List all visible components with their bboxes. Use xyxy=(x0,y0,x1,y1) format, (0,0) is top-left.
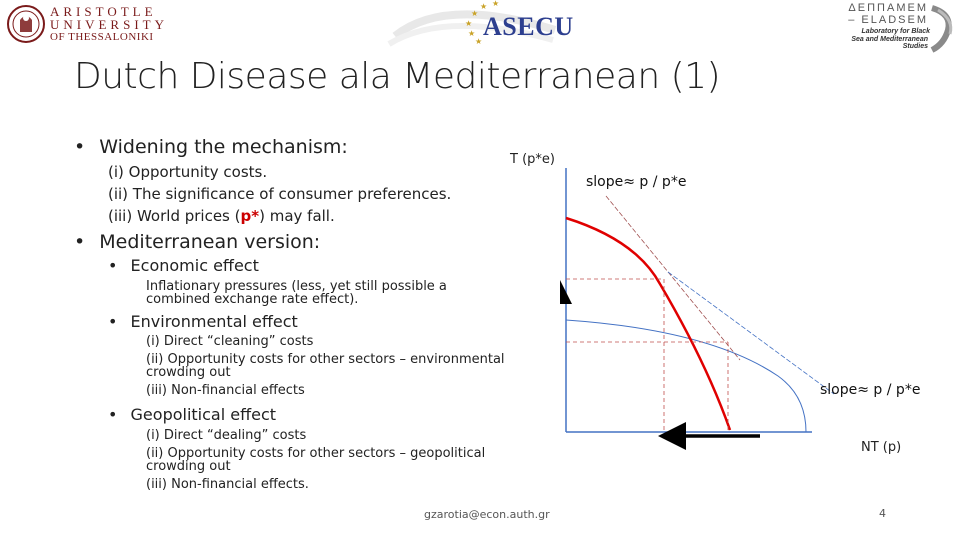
widening-item-world-prices: (iii) World prices (p*) may fall. xyxy=(108,207,335,225)
bullet-dot-icon: • xyxy=(108,256,118,275)
svg-text:★: ★ xyxy=(468,29,476,38)
bullet-geopolitical xyxy=(108,405,276,424)
environmental-item: (ii) Opportunity costs for other sectors – environmental xyxy=(146,352,505,367)
economic-sublist xyxy=(146,280,447,306)
bullet-dot-icon: • xyxy=(74,136,86,158)
lab-name-line3: Laboratory for Black Sea and Mediterranean Studies xyxy=(851,28,930,50)
x-axis-label: NT (p) xyxy=(861,440,902,455)
university-logo xyxy=(6,2,168,46)
svg-text:★: ★ xyxy=(480,2,488,11)
bullet-environmental-label: Environmental effect xyxy=(130,312,298,331)
bullet-mediterranean-label: Mediterranean version: xyxy=(99,231,321,253)
bullet-economic-label: Economic effect xyxy=(130,256,259,275)
asecu-wordmark: ASECU xyxy=(483,12,574,41)
world-price-symbol: p* xyxy=(240,207,260,225)
tangent-line-new xyxy=(606,196,740,360)
widening-item: (ii) The significance of consumer preferences. xyxy=(108,185,452,203)
lab-emblem-icon xyxy=(928,4,956,54)
lab-name-line2: – ELADSEM xyxy=(848,14,928,26)
bullet-widening xyxy=(74,136,348,158)
environmental-item: (iii) Non-financial effects xyxy=(146,383,305,398)
bullet-geopolitical-label: Geopolitical effect xyxy=(130,405,277,424)
environmental-item: crowding out xyxy=(146,365,231,380)
ppf-diagram xyxy=(560,140,960,480)
bullet-mediterranean xyxy=(74,231,320,253)
bullet-economic xyxy=(108,256,259,275)
economic-item: Inflationary pressures (less, yet still possible a xyxy=(146,279,447,294)
page-title: Dutch Disease ala Mediterranean (1) xyxy=(74,56,721,97)
tangent-line-original xyxy=(668,272,834,394)
bullet-dot-icon: • xyxy=(74,231,86,253)
university-seal-icon xyxy=(6,2,46,46)
widening-item: (i) Opportunity costs. xyxy=(108,163,268,181)
university-name-line2: UNIVERSITY xyxy=(50,17,168,32)
svg-text:★: ★ xyxy=(475,37,483,46)
geopolitical-item: (ii) Opportunity costs for other sectors – geopolitical xyxy=(146,446,486,461)
original-ppf-curve xyxy=(566,320,806,432)
bullet-environmental xyxy=(108,312,298,331)
geopolitical-sublist xyxy=(146,429,485,491)
environmental-sublist xyxy=(146,335,505,397)
svg-text:★: ★ xyxy=(471,9,479,18)
svg-text:★: ★ xyxy=(492,0,500,8)
lab-name-line1: ΔΕΠΠΑΜΕΜ xyxy=(848,2,928,14)
economic-item: combined exchange rate effect). xyxy=(146,292,359,307)
slope-label-right: slope≈ p / p*e xyxy=(820,382,921,398)
slope-label-top: slope≈ p / p*e xyxy=(586,174,687,190)
widening-sublist xyxy=(108,161,451,227)
university-name-line1: ARISTOTLE xyxy=(50,4,157,19)
bullet-widening-label: Widening the mechanism: xyxy=(99,136,348,158)
slide-number: 4 xyxy=(879,507,886,520)
lab-logo xyxy=(830,2,956,58)
geopolitical-item: crowding out xyxy=(146,459,231,474)
bullet-dot-icon: • xyxy=(108,312,118,331)
university-name-line3: OF THESSALONIKI xyxy=(50,31,154,43)
footer-email: gzarotia@econ.auth.gr xyxy=(424,508,550,521)
y-axis-label: T (p*e) xyxy=(510,152,555,167)
bullet-dot-icon: • xyxy=(108,405,118,424)
asecu-logo xyxy=(385,0,574,48)
new-ppf-curve xyxy=(566,218,730,430)
svg-text:★: ★ xyxy=(465,19,473,28)
geopolitical-item: (iii) Non-financial effects. xyxy=(146,477,309,492)
geopolitical-item: (i) Direct “dealing” costs xyxy=(146,428,307,443)
environmental-item: (i) Direct “cleaning” costs xyxy=(146,334,314,349)
